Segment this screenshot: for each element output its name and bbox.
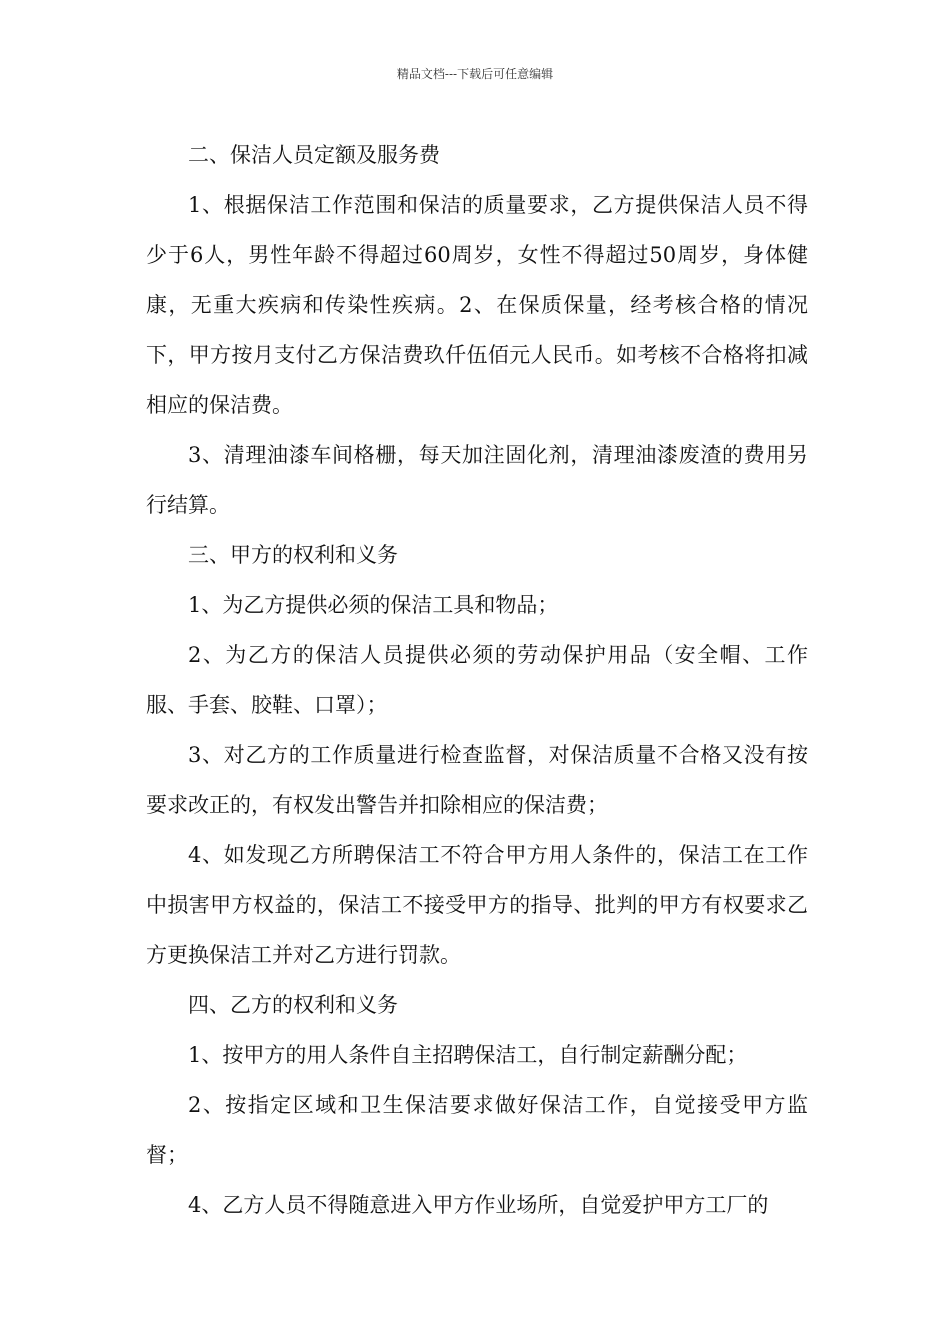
page-header: 精品文档---下载后可任意编辑 bbox=[396, 67, 554, 81]
paragraph: 3、对乙方的工作质量进行检查监督，对保洁质量不合格又没有按要求改正的，有权发出警告并扣除相应的保洁费； bbox=[146, 743, 808, 817]
paragraph: 1、根据保洁工作范围和保洁的质量要求，乙方提供保洁人员不得少于6人，男性年龄不得超过60周岁，女性不得超过50周岁，身体健康，无重大疾病和传染性疾病。2、在保质保量，经考核合格的情况下，甲方按月支付乙方保洁费玖仟伍佰元人民币。如考核不合格将扣减相应的保洁费。 bbox=[146, 193, 808, 417]
paragraph: 4、如发现乙方所聘保洁工不符合甲方用人条件的，保洁工在工作中损害甲方权益的，保洁工不接受甲方的指导、批判的甲方有权要求乙方更换保洁工并对乙方进行罚款。 bbox=[146, 843, 808, 967]
section-heading-2: 二、保洁人员定额及服务费 bbox=[188, 143, 440, 167]
paragraph: 1、为乙方提供必须的保洁工具和物品； bbox=[188, 593, 559, 617]
section-heading-3: 三、甲方的权利和义务 bbox=[188, 543, 398, 567]
paragraph: 2、按指定区域和卫生保洁要求做好保洁工作，自觉接受甲方监督； bbox=[146, 1093, 808, 1167]
section-heading-4: 四、乙方的权利和义务 bbox=[188, 993, 398, 1017]
paragraph: 2、为乙方的保洁人员提供必须的劳动保护用品（安全帽、工作服、手套、胶鞋、口罩）； bbox=[146, 643, 808, 717]
document-body bbox=[146, 130, 808, 1230]
paragraph: 4、乙方人员不得随意进入甲方作业场所，自觉爱护甲方工厂的 bbox=[188, 1193, 769, 1217]
paragraph: 3、清理油漆车间格栅，每天加注固化剂，清理油漆废渣的费用另行结算。 bbox=[146, 443, 808, 517]
paragraph: 1、按甲方的用人条件自主招聘保洁工，自行制定薪酬分配； bbox=[188, 1043, 748, 1067]
